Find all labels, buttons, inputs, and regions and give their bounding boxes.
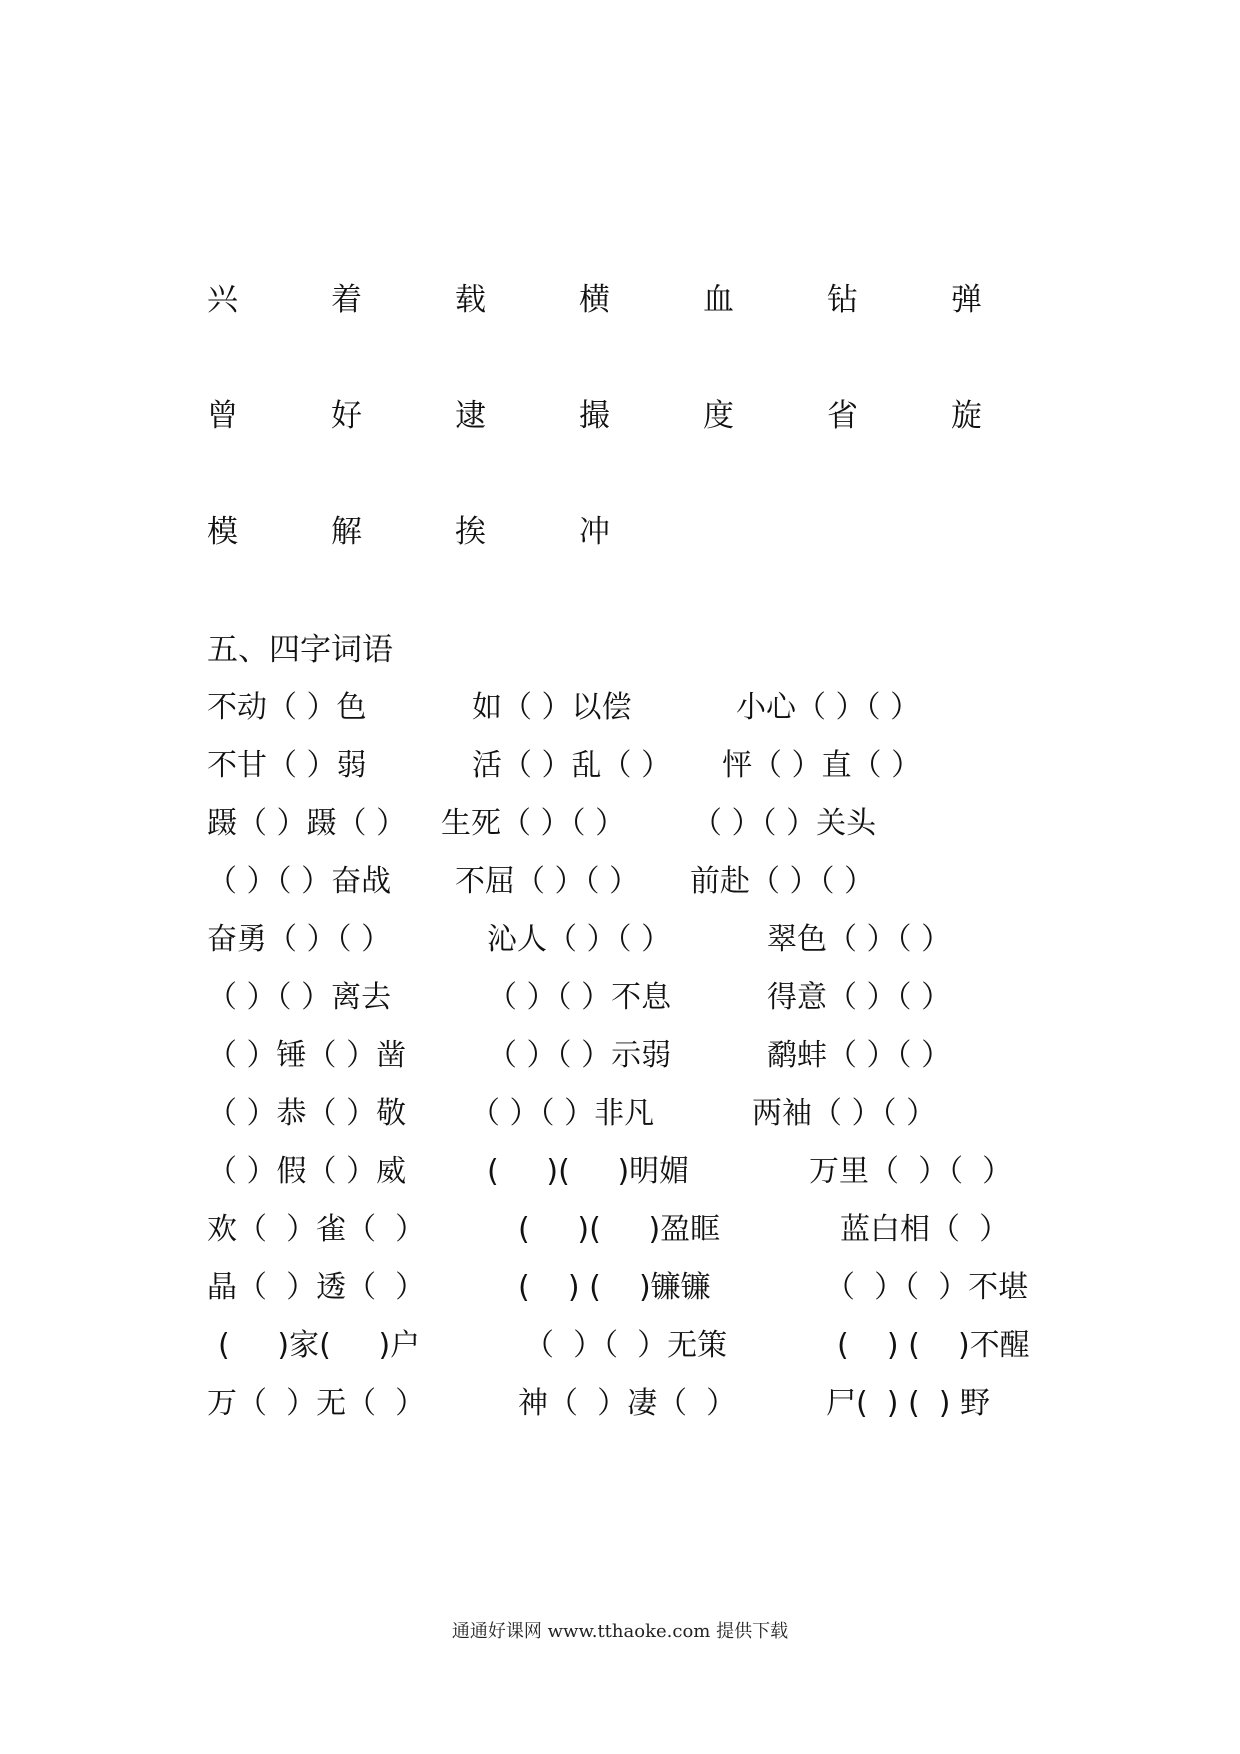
idiom-row	[0, 1384, 1240, 1428]
idiom-item: ( )( )明媚	[487, 1154, 690, 1189]
idiom-item: 得意（ ）（ ）	[767, 980, 952, 1015]
idiom-item: （ ）恭（ ）敬	[207, 1096, 407, 1131]
idiom-row	[0, 920, 1240, 964]
character-row-1	[0, 280, 1240, 330]
idiom-item: 蹑（ ）蹑（ ）	[207, 806, 407, 841]
idiom-item: （ ）（ ）关头	[692, 806, 877, 841]
character: 旋	[951, 398, 982, 434]
idiom-item: 万（ ）无（ ）	[207, 1386, 426, 1421]
idiom-item: ( )( )盈眶	[518, 1212, 721, 1247]
character: 钻	[827, 282, 858, 318]
character: 横	[579, 282, 610, 318]
idiom-item: （ ）（ ）不堪	[825, 1270, 1029, 1305]
character: 解	[331, 514, 362, 550]
idiom-item: 蓝白相（ ）	[840, 1212, 1010, 1247]
idiom-row	[0, 1094, 1240, 1138]
idiom-item: ( ) ( )不醒	[837, 1328, 1030, 1363]
idiom-item: 小心（ ）（ ）	[736, 690, 921, 725]
idiom-row	[0, 1152, 1240, 1196]
idiom-item: 如（ ）以偿	[472, 690, 632, 725]
idiom-item: ( ) ( )镰镰	[518, 1270, 711, 1305]
idiom-row	[0, 746, 1240, 790]
idiom-item: 前赴（ ）（ ）	[690, 864, 875, 899]
idiom-item: 翠色（ ）（ ）	[767, 922, 952, 957]
idiom-item: 沁人（ ）（ ）	[487, 922, 672, 957]
idiom-item: 神（ ）凄（ ）	[518, 1386, 737, 1421]
idiom-item: 欢（ ）雀（ ）	[207, 1212, 426, 1247]
idiom-row	[0, 862, 1240, 906]
idiom-item: （ ）锤（ ）凿	[207, 1038, 407, 1073]
character: 撮	[579, 398, 610, 434]
idiom-row	[0, 1268, 1240, 1312]
footer-credit: 通通好课网 www.tthaoke.com 提供下载	[451, 1621, 789, 1642]
idiom-item: （ ）（ ）离去	[207, 980, 392, 1015]
idiom-item: （ ）（ ）无策	[524, 1328, 728, 1363]
character-row-2	[0, 396, 1240, 446]
idiom-row	[0, 978, 1240, 1022]
character: 弹	[951, 282, 982, 318]
section-title: 五、四字词语	[207, 632, 393, 668]
character-row-3	[0, 512, 1240, 562]
idiom-item: （ ）（ ）示弱	[487, 1038, 672, 1073]
character: 省	[827, 398, 858, 434]
idiom-item: 不动（ ）色	[207, 690, 367, 725]
character: 载	[455, 282, 486, 318]
idiom-item: 鹬蚌（ ）（ ）	[767, 1038, 952, 1073]
idiom-item: 怦（ ）直（ ）	[722, 748, 922, 783]
idiom-item: 活（ ）乱（ ）	[472, 748, 672, 783]
character: 兴	[207, 282, 238, 318]
idiom-item: （ ）假（ ）威	[207, 1154, 407, 1189]
idiom-item: （ ）（ ）非凡	[470, 1096, 655, 1131]
idiom-item: 尸( ) ( ) 野	[826, 1386, 991, 1421]
character: 冲	[579, 514, 610, 550]
idiom-row	[0, 688, 1240, 732]
character: 模	[207, 514, 238, 550]
idiom-item: 不屈（ ）（ ）	[455, 864, 640, 899]
idiom-item: ( )家( )户	[218, 1328, 421, 1363]
idiom-row	[0, 804, 1240, 848]
character: 度	[703, 398, 734, 434]
character: 曾	[207, 398, 238, 434]
idiom-item: （ ）（ ）奋战	[207, 864, 392, 899]
idiom-item: 晶（ ）透（ ）	[207, 1270, 426, 1305]
idiom-item: 两袖（ ）（ ）	[752, 1096, 937, 1131]
idiom-row	[0, 1210, 1240, 1254]
idiom-row	[0, 1036, 1240, 1080]
idiom-item: 不甘（ ）弱	[207, 748, 367, 783]
character: 好	[331, 398, 362, 434]
idiom-item: 万里（ ）（ ）	[809, 1154, 1013, 1189]
character: 逮	[455, 398, 486, 434]
idiom-row	[0, 1326, 1240, 1370]
idiom-item: （ ）（ ）不息	[487, 980, 672, 1015]
idiom-item: 奋勇（ ）（ ）	[207, 922, 392, 957]
character: 血	[703, 282, 734, 318]
character: 挨	[455, 514, 486, 550]
idiom-item: 生死（ ）（ ）	[441, 806, 626, 841]
character: 着	[331, 282, 362, 318]
